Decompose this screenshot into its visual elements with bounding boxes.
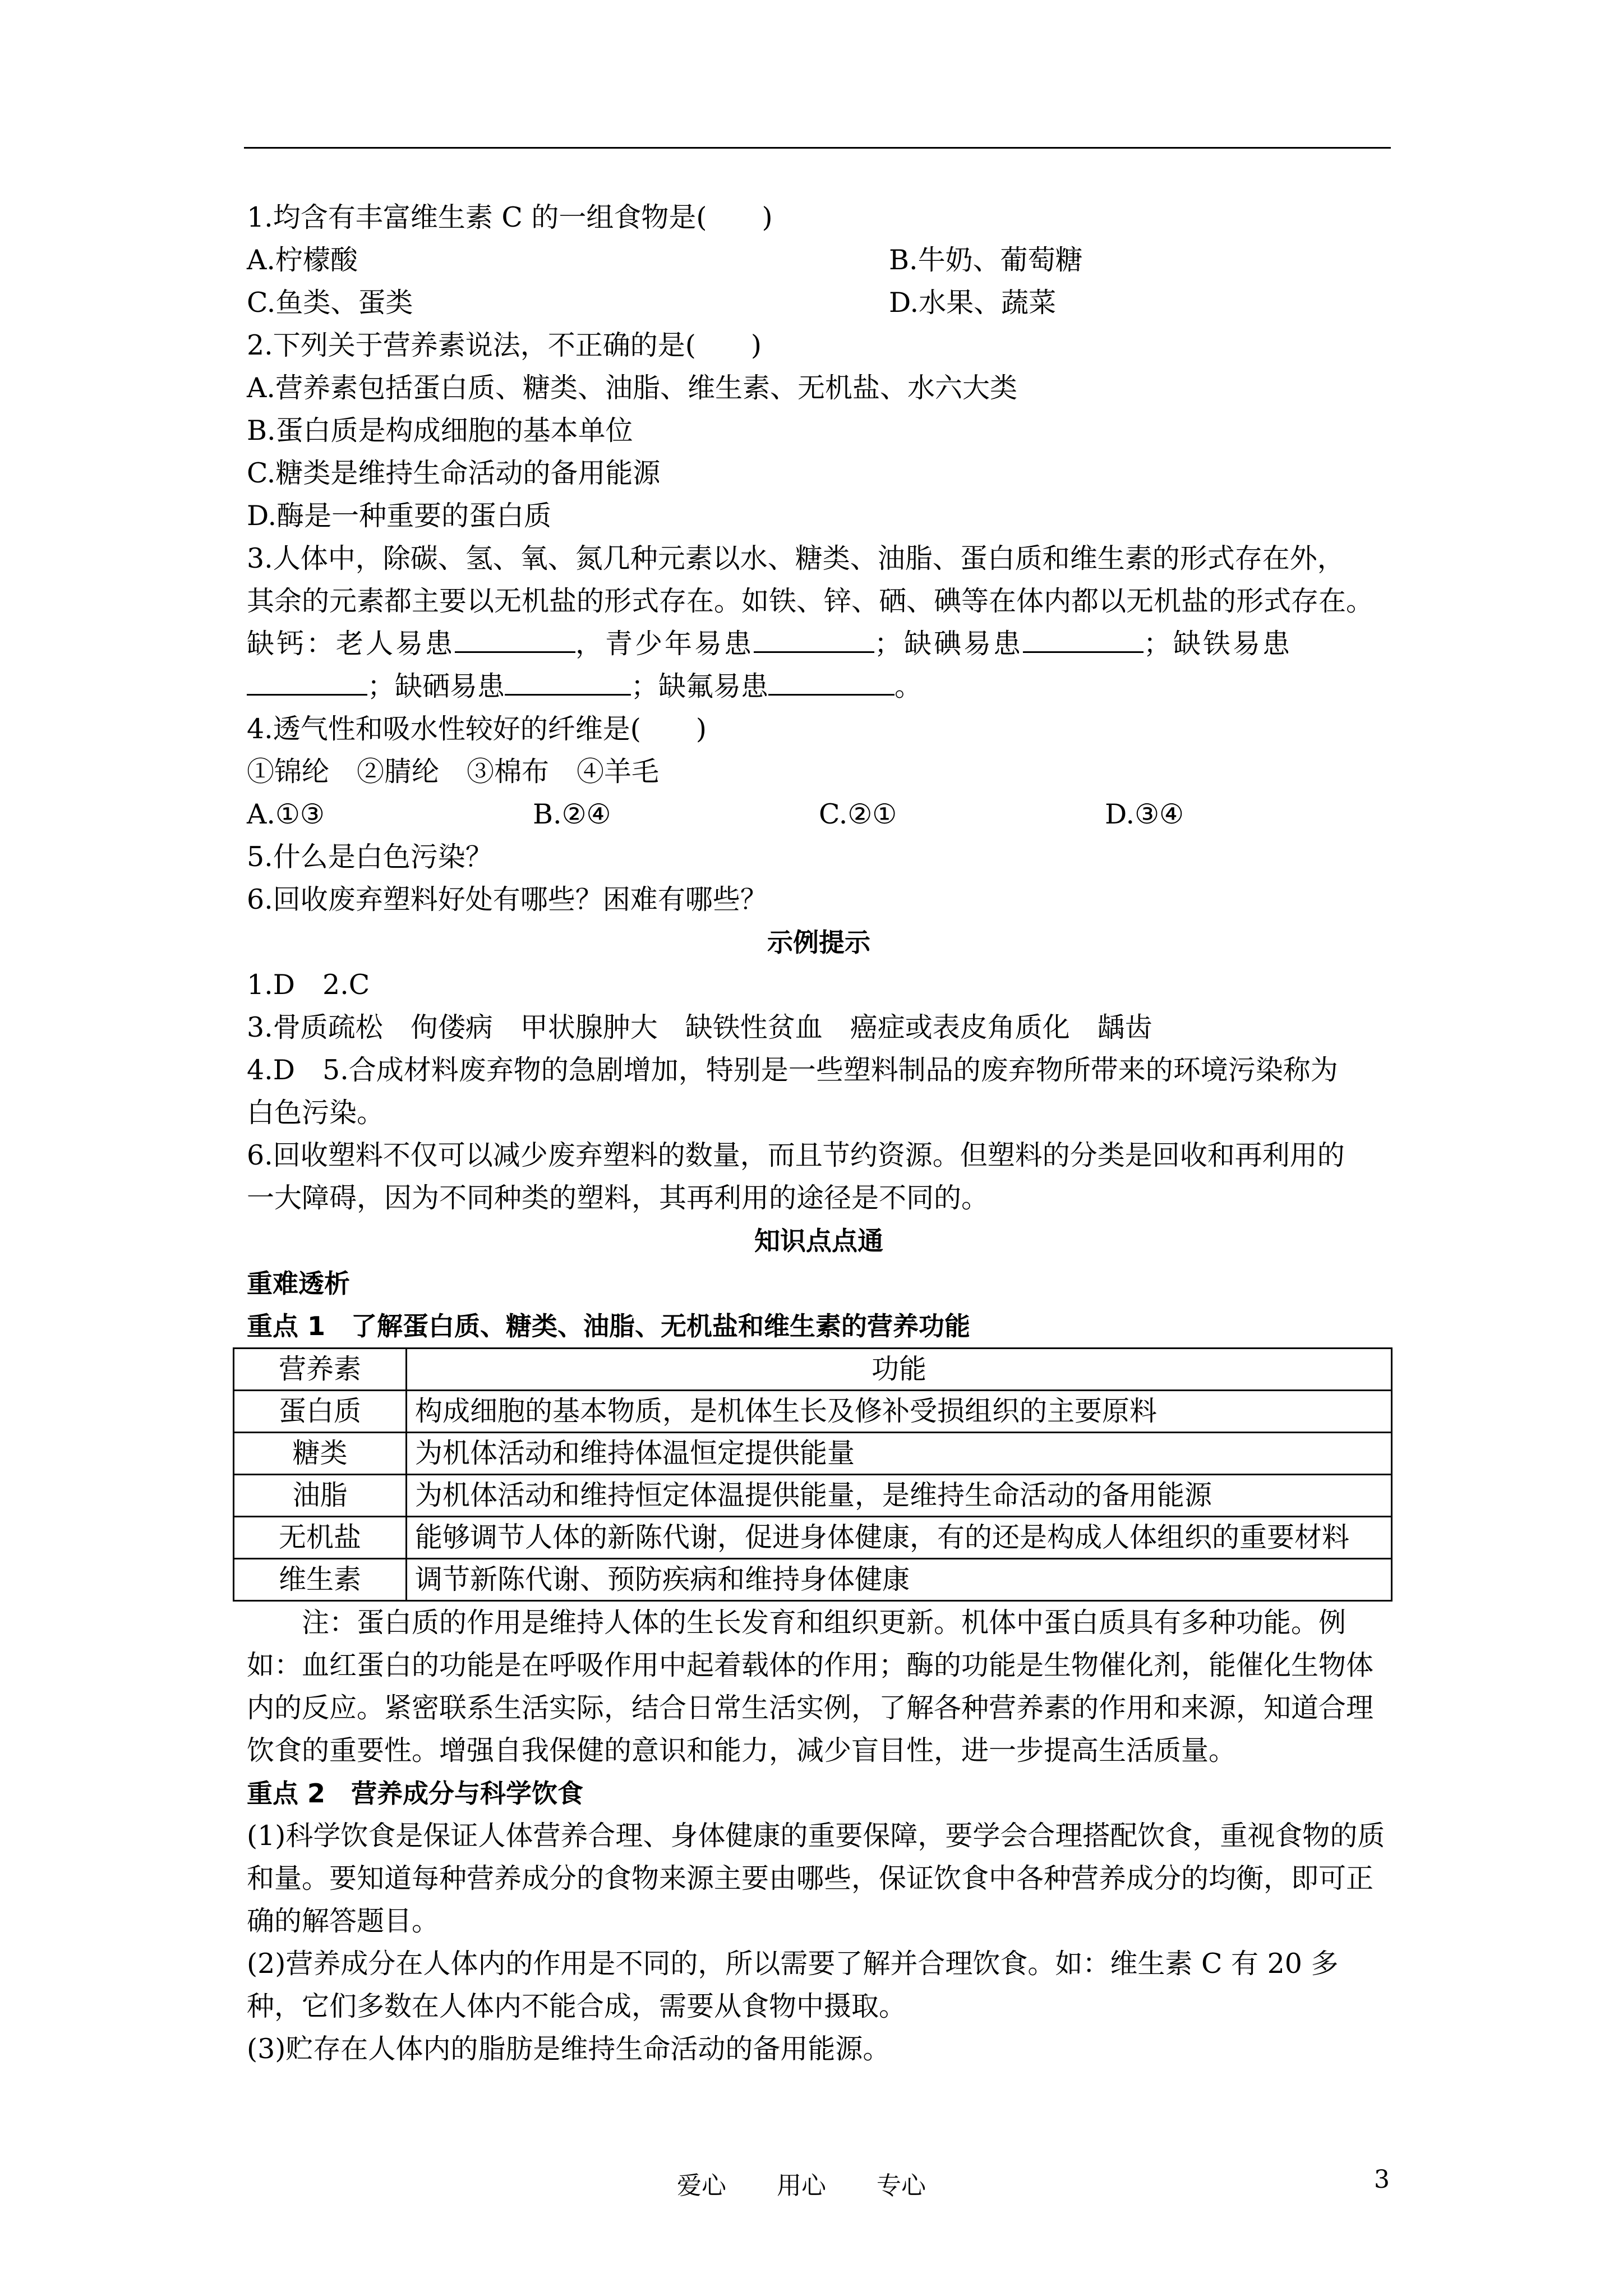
q3-line4 [247,665,1391,708]
answer-4-5-line1: 4.D 5.合成材料废弃物的急剧增加，特别是一些塑料制品的废弃物所带来的环境污染称为 [247,1054,1338,1086]
q4-option-a: A.①③ [247,798,325,830]
table-cell-nutrient: 无机盐 [234,1517,407,1559]
answer-4-5-line2: 白色污染。 [247,1097,385,1129]
q2-option-d: D.酶是一种重要的蛋白质 [247,500,552,532]
q4-option-b: B.②④ [533,798,611,830]
table-row [234,1517,1392,1559]
footer-word: 用心 [777,2171,826,2200]
table-cell-nutrient: 蛋白质 [234,1391,407,1433]
point1-heading: 重点 1 了解蛋白质、糖类、油脂、无机盐和维生素的营养功能 [247,1311,971,1341]
q2-option-b: B.蛋白质是构成细胞的基本单位 [247,415,633,447]
nutrient-table [233,1347,1393,1602]
table-row [234,1475,1392,1517]
q4-option-d: D.③④ [1105,798,1184,830]
knowledge-subheading: 重难透析 [247,1268,350,1299]
q3-line3 [247,623,1391,665]
header-rule [244,147,1391,149]
footer-motto [677,2165,926,2201]
table-row [234,1559,1392,1601]
table-header-nutrient: 营养素 [234,1349,407,1391]
table-cell-function: 调节新陈代谢、预防疾病和维持身体健康 [407,1559,1392,1601]
table-cell-function: 构成细胞的基本物质，是机体生长及修补受损组织的主要原料 [407,1391,1392,1433]
q1-options-row2 [247,282,1391,324]
point2-paragraph-1: (1)科学饮食是保证人体营养合理、身体健康的重要保障，要学会合理搭配饮食，重视食物的质和量。要知道每种营养成分的食物来源主要由哪些，保证饮食中各种营养成分的均衡，即可正确的解答题目。 [247,1820,1385,1937]
answer-blank[interactable] [455,629,575,653]
q3-part5: ；缺硒易患 [367,670,505,702]
q4-option-c: C.②① [819,798,897,830]
answer-blank[interactable] [1023,629,1144,653]
q3-part1: 缺钙：老人易患 [247,628,455,660]
note-paragraph: 注：蛋白质的作用是维持人体的生长发育和组织更新。机体中蛋白质具有多种功能。例如：血红蛋白的功能是在呼吸作用中起着载体的作用；酶的功能是生物催化剂，能催化生物体内的反应。紧密联系生活实际，结合日常生活实例，了解各种营养素的作用和来源，知道合理饮食的重要性。增强自我保健的意识和能力，减少盲目性，进一步提高生活质量。 [247,1607,1374,1766]
q2-stem: 2.下列关于营养素说法，不正确的是( ) [247,329,762,361]
answer-blank[interactable] [768,671,895,696]
q3-part2: ，青少年易患 [575,628,754,660]
q4-options [247,793,1391,836]
table-row [234,1391,1392,1433]
q1-options-row1 [247,239,1391,282]
answer-blank[interactable] [247,671,367,696]
q3-part6: ；缺氟易患 [631,670,769,702]
knowledge-heading: 知识点点通 [754,1226,883,1256]
q1-stem: 1.均含有丰富维生素 C 的一组食物是( ) [247,201,773,233]
q4-stem: 4.透气性和吸水性较好的纤维是( ) [247,713,707,745]
table-cell-function: 能够调节人体的新陈代谢，促进身体健康，有的还是构成人体组织的重要材料 [407,1517,1392,1559]
q1-option-b: B.牛奶、葡萄糖 [889,244,1083,276]
q2-option-a: A.营养素包括蛋白质、糖类、油脂、维生素、无机盐、水六大类 [247,372,1017,404]
q4-items: ①锦纶 ②腈纶 ③棉布 ④羊毛 [247,756,660,788]
q1-option-d: D.水果、蔬菜 [889,287,1057,319]
q3-part3: ；缺碘易患 [874,628,1023,660]
q6: 6.回收废弃塑料好处有哪些？困难有哪些？ [247,884,768,915]
table-cell-function: 为机体活动和维持体温恒定提供能量 [407,1433,1392,1475]
table-cell-nutrient: 油脂 [234,1475,407,1517]
answer-6-line1: 6.回收塑料不仅可以减少废弃塑料的数量，而且节约资源。但塑料的分类是回收和再利用的 [247,1139,1345,1171]
point2-heading: 重点 2 营养成分与科学饮食 [247,1778,584,1809]
answer-blank[interactable] [754,629,874,653]
footer-word: 专心 [877,2171,926,2200]
q3-part4: ；缺铁易患 [1144,628,1293,660]
answer-1-2: 1.D 2.C [247,969,370,1001]
table-cell-nutrient: 维生素 [234,1559,407,1601]
page-content [247,196,1391,2070]
q5: 5.什么是白色污染？ [247,841,493,873]
table-cell-nutrient: 糖类 [234,1433,407,1475]
footer-word: 爱心 [677,2171,726,2200]
answers-heading: 示例提示 [767,927,870,958]
answer-blank[interactable] [505,671,631,696]
answer-6-line2: 一大障碍，因为不同种类的塑料，其再利用的途径是不同的。 [247,1182,989,1214]
q1-option-a: A.柠檬酸 [247,244,358,276]
q1-option-c: C.鱼类、蛋类 [247,287,413,319]
point2-paragraph-2: (2)营养成分在人体内的作用是不同的，所以需要了解并合理饮食。如：维生素 C 有 20 多种，它们多数在人体内不能合成，需要从食物中摄取。 [247,1948,1339,2022]
table-header-row [234,1349,1392,1391]
table-header-function: 功能 [407,1349,1392,1391]
q3-part7: 。 [895,670,923,702]
q3-line2: 其余的元素都主要以无机盐的形式存在。如铁、锌、硒、碘等在体内都以无机盐的形式存在。 [247,585,1374,617]
point2-paragraph-3: (3)贮存在人体内的脂肪是维持生命活动的备用能源。 [247,2033,891,2065]
q2-option-c: C.糖类是维持生命活动的备用能源 [247,457,661,489]
page-number: 3 [1374,2165,1390,2194]
table-row [234,1433,1392,1475]
q3-line1: 3.人体中，除碳、氢、氧、氮几种元素以水、糖类、油脂、蛋白质和维生素的形式存在外， [247,542,1345,574]
answer-3: 3.骨质疏松 佝偻病 甲状腺肿大 缺铁性贫血 癌症或表皮角质化 龋齿 [247,1011,1152,1043]
table-cell-function: 为机体活动和维持恒定体温提供能量，是维持生命活动的备用能源 [407,1475,1392,1517]
